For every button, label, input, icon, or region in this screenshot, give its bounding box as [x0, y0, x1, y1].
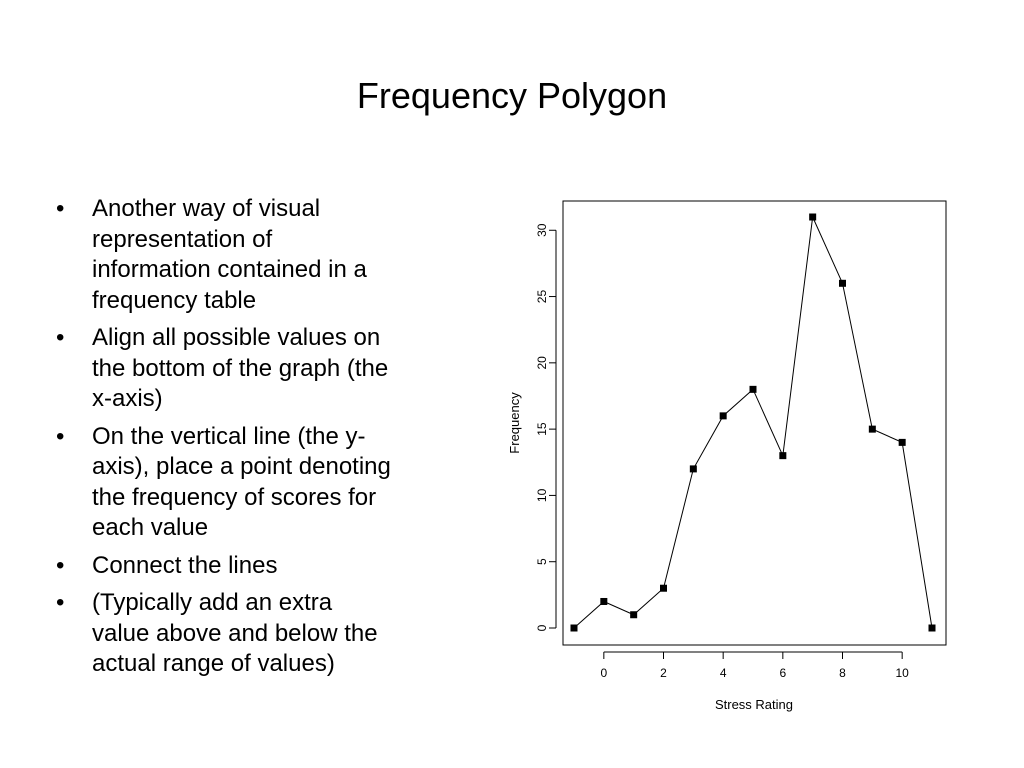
- x-tick-label: 8: [839, 666, 846, 680]
- series-line: [574, 217, 932, 628]
- bullet-text: Align all possible values on the bottom of the graph (the x-axis): [92, 324, 389, 412]
- slide-title: Frequency Polygon: [356, 75, 668, 116]
- data-point-marker: [899, 439, 906, 446]
- bullet-icon: •: [56, 422, 65, 450]
- y-tick-label: 25: [535, 289, 549, 304]
- data-point-marker: [869, 426, 876, 433]
- data-point-marker: [929, 625, 936, 632]
- x-axis-label: Stress Rating: [714, 697, 794, 712]
- data-point-marker: [839, 280, 846, 287]
- bullet-text: Another way of visual representation of information contained in a frequency table: [92, 195, 367, 314]
- data-point-marker: [630, 611, 637, 618]
- y-tick-label: 20: [535, 356, 549, 370]
- y-tick-label: 5: [535, 558, 549, 566]
- data-point-marker: [750, 386, 757, 393]
- bullet-icon: •: [56, 195, 65, 222]
- data-point-marker: [600, 598, 607, 605]
- plot-frame: [563, 201, 946, 645]
- data-series: [571, 214, 936, 632]
- x-tick-label: 10: [895, 666, 909, 680]
- y-tick-label: 15: [535, 422, 549, 436]
- data-point-marker: [690, 465, 697, 472]
- x-tick-label: 6: [779, 666, 787, 680]
- y-tick-label: 0: [535, 624, 549, 632]
- data-point-marker: [779, 452, 786, 459]
- y-tick-label: 10: [535, 488, 549, 503]
- y-axis: [535, 223, 556, 631]
- y-axis-label: Frequency: [507, 392, 522, 454]
- data-point-marker: [660, 585, 667, 592]
- bullet-text: Connect the lines: [92, 551, 278, 579]
- x-axis: [600, 652, 909, 680]
- x-tick-label: 0: [600, 666, 608, 680]
- y-tick-label: 30: [535, 223, 549, 237]
- data-point-marker: [720, 412, 727, 419]
- bullet-icon: •: [56, 324, 65, 351]
- bullet-icon: •: [56, 589, 65, 616]
- x-tick-label: 4: [719, 666, 727, 680]
- bullet-icon: •: [56, 551, 65, 579]
- data-point-marker: [571, 625, 578, 632]
- x-tick-label: 2: [660, 666, 667, 680]
- bullet-text: On the vertical line (the y- axis), place a point denoting the frequency of scores for each value: [92, 422, 391, 541]
- data-point-marker: [809, 214, 816, 221]
- bullet-text: (Typically add an extra value above and below the actual range of values): [92, 589, 378, 677]
